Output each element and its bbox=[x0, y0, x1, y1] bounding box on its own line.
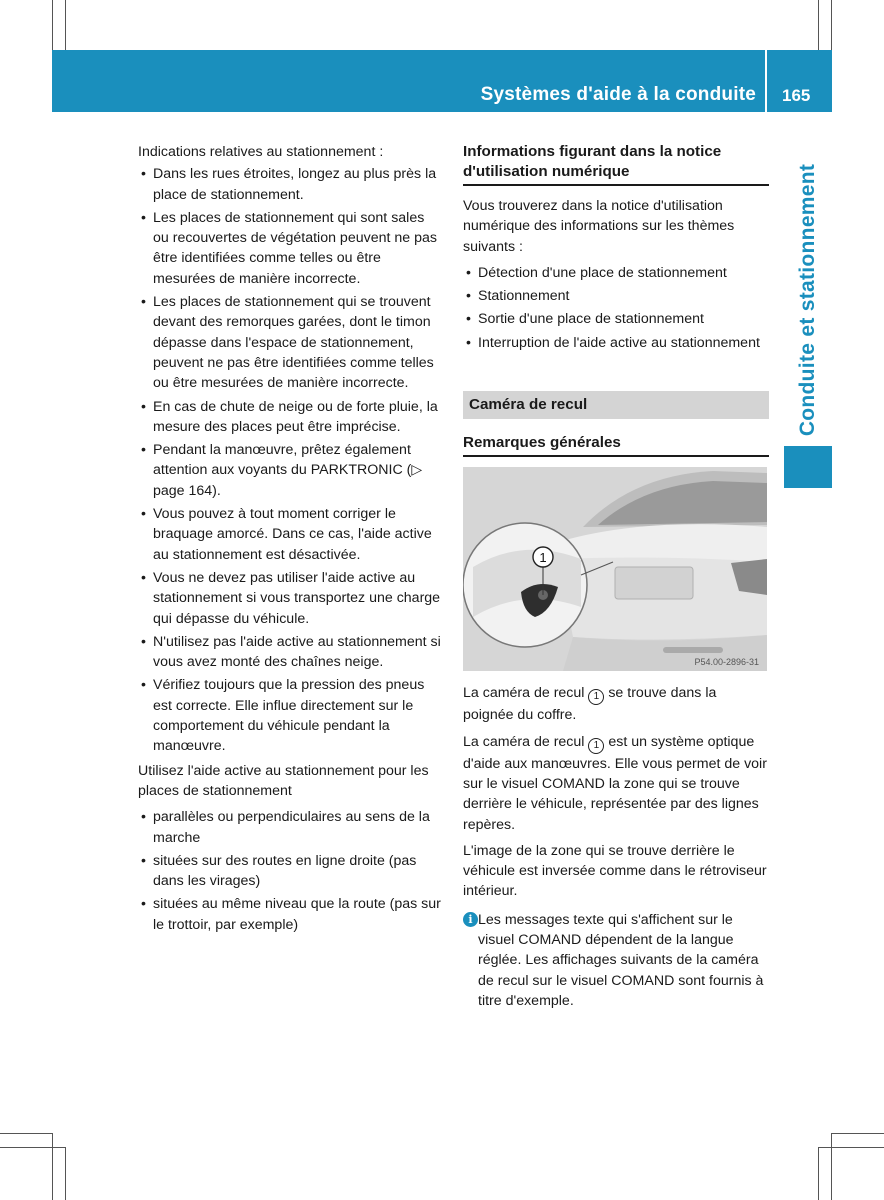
image-code: P54.00-2896-31 bbox=[694, 657, 759, 668]
chapter-tab: Conduite et stationnement bbox=[796, 163, 819, 437]
section-heading: Informations figurant dans la notice d'utilisation numérique bbox=[463, 142, 769, 186]
usage-text: Utilisez l'aide active au stationnement pour les places de stationnement bbox=[138, 762, 429, 799]
list-item: • Les places de stationnement qui sont sales ou recouvertes de végétation peuvent ne pas être identifiées comme telles ou être mesurées de manière incorrecte. bbox=[138, 208, 444, 289]
parking-notes-list bbox=[138, 164, 444, 756]
list-item: • Stationnement bbox=[463, 286, 769, 306]
info-note bbox=[463, 910, 769, 1011]
list-item: • Vous pouvez à tout moment corriger le braquage amorcé. Dans ce cas, l'aide active au stationnement est désactivée. bbox=[138, 504, 444, 565]
list-item: • Détection d'une place de stationnement bbox=[463, 263, 769, 283]
right-column bbox=[463, 142, 769, 1011]
callout-ref: 1 bbox=[588, 738, 604, 754]
crop-mark bbox=[831, 1133, 884, 1134]
crop-mark bbox=[65, 0, 66, 50]
list-item: • En cas de chute de neige ou de forte pluie, la mesure des places peut être imprécise. bbox=[138, 397, 444, 438]
crop-mark bbox=[818, 0, 819, 50]
callout-number: 1 bbox=[539, 550, 547, 566]
list-item: • Dans les rues étroites, longez au plus près la place de stationnement. bbox=[138, 164, 444, 205]
list-item: • Sortie d'une place de stationnement bbox=[463, 309, 769, 329]
paragraph: L'image de la zone qui se trouve derrière le véhicule est inversée comme dans le rétroviseur intérieur. bbox=[463, 842, 767, 900]
list-item: • Pendant la manœuvre, prêtez également attention aux voyants du PARKTRONIC (▷ page 164). bbox=[138, 440, 444, 501]
intro-text: Vous trouverez dans la notice d'utilisation numérique des informations sur les thèmes suivants : bbox=[463, 198, 735, 255]
left-column bbox=[138, 142, 444, 939]
crop-mark bbox=[831, 0, 832, 50]
crop-mark bbox=[818, 1147, 819, 1200]
parking-types-list bbox=[138, 807, 444, 935]
list-item: • Vous ne devez pas utiliser l'aide active au stationnement si vous transportez une charge qui dépasse du véhicule. bbox=[138, 568, 444, 629]
info-icon: i bbox=[463, 912, 478, 927]
subsection-heading: Remarques générales bbox=[463, 433, 769, 457]
crop-mark bbox=[0, 1147, 65, 1148]
list-item: • parallèles ou perpendiculaires au sens de la marche bbox=[138, 807, 444, 848]
list-item: • Interruption de l'aide active au stationnement bbox=[463, 333, 769, 353]
crop-mark bbox=[65, 1147, 66, 1200]
paragraph: La caméra de recul 1 se trouve dans la poignée du coffre. bbox=[463, 685, 717, 724]
crop-mark bbox=[52, 0, 53, 50]
callout-ref: 1 bbox=[588, 689, 604, 705]
section-title-bar: Caméra de recul bbox=[463, 391, 769, 419]
chapter-marker bbox=[784, 446, 832, 488]
page-title: Systèmes d'aide à la conduite bbox=[480, 84, 756, 105]
crop-mark bbox=[52, 1133, 53, 1200]
page-number: 165 bbox=[782, 86, 811, 105]
list-item: • situées sur des routes en ligne droite (pas dans les virages) bbox=[138, 851, 444, 892]
crop-mark bbox=[818, 1147, 884, 1148]
topics-list bbox=[463, 263, 769, 353]
list-item: • Vérifiez toujours que la pression des pneus est correcte. Elle influe directement sur le comportement du véhicule pendant la manœuvre. bbox=[138, 675, 444, 756]
list-item: • Les places de stationnement qui se trouvent devant des remorques garées, dont le timon dépasse dans l'espace de stationnement, peuvent ne pas être identifiées comme telles ou être mesurées de manière incorrecte. bbox=[138, 292, 444, 393]
intro-text: Indications relatives au stationnement : bbox=[138, 144, 384, 160]
paragraph: La caméra de recul 1 est un système optique d'aide aux manœuvres. Elle vous permet de voir sur le visuel COMAND la zone qui se trouve derrière le véhicule, représentée par des lignes repères. bbox=[463, 733, 767, 833]
crop-mark bbox=[831, 1133, 832, 1200]
crop-mark bbox=[0, 1133, 52, 1134]
list-item: • situées au même niveau que la route (pas sur le trottoir, par exemple) bbox=[138, 894, 444, 935]
rear-camera-illustration bbox=[463, 467, 767, 671]
info-text: Les messages texte qui s'affichent sur le visuel COMAND dépendent de la langue réglée. Les affichages suivants de la caméra de recul sur le visuel COMAND sont fournis à titre d'exemple. bbox=[478, 911, 764, 1009]
list-item: • N'utilisez pas l'aide active au stationnement si vous avez monté des chaînes neige. bbox=[138, 632, 444, 673]
header-separator bbox=[765, 50, 767, 112]
